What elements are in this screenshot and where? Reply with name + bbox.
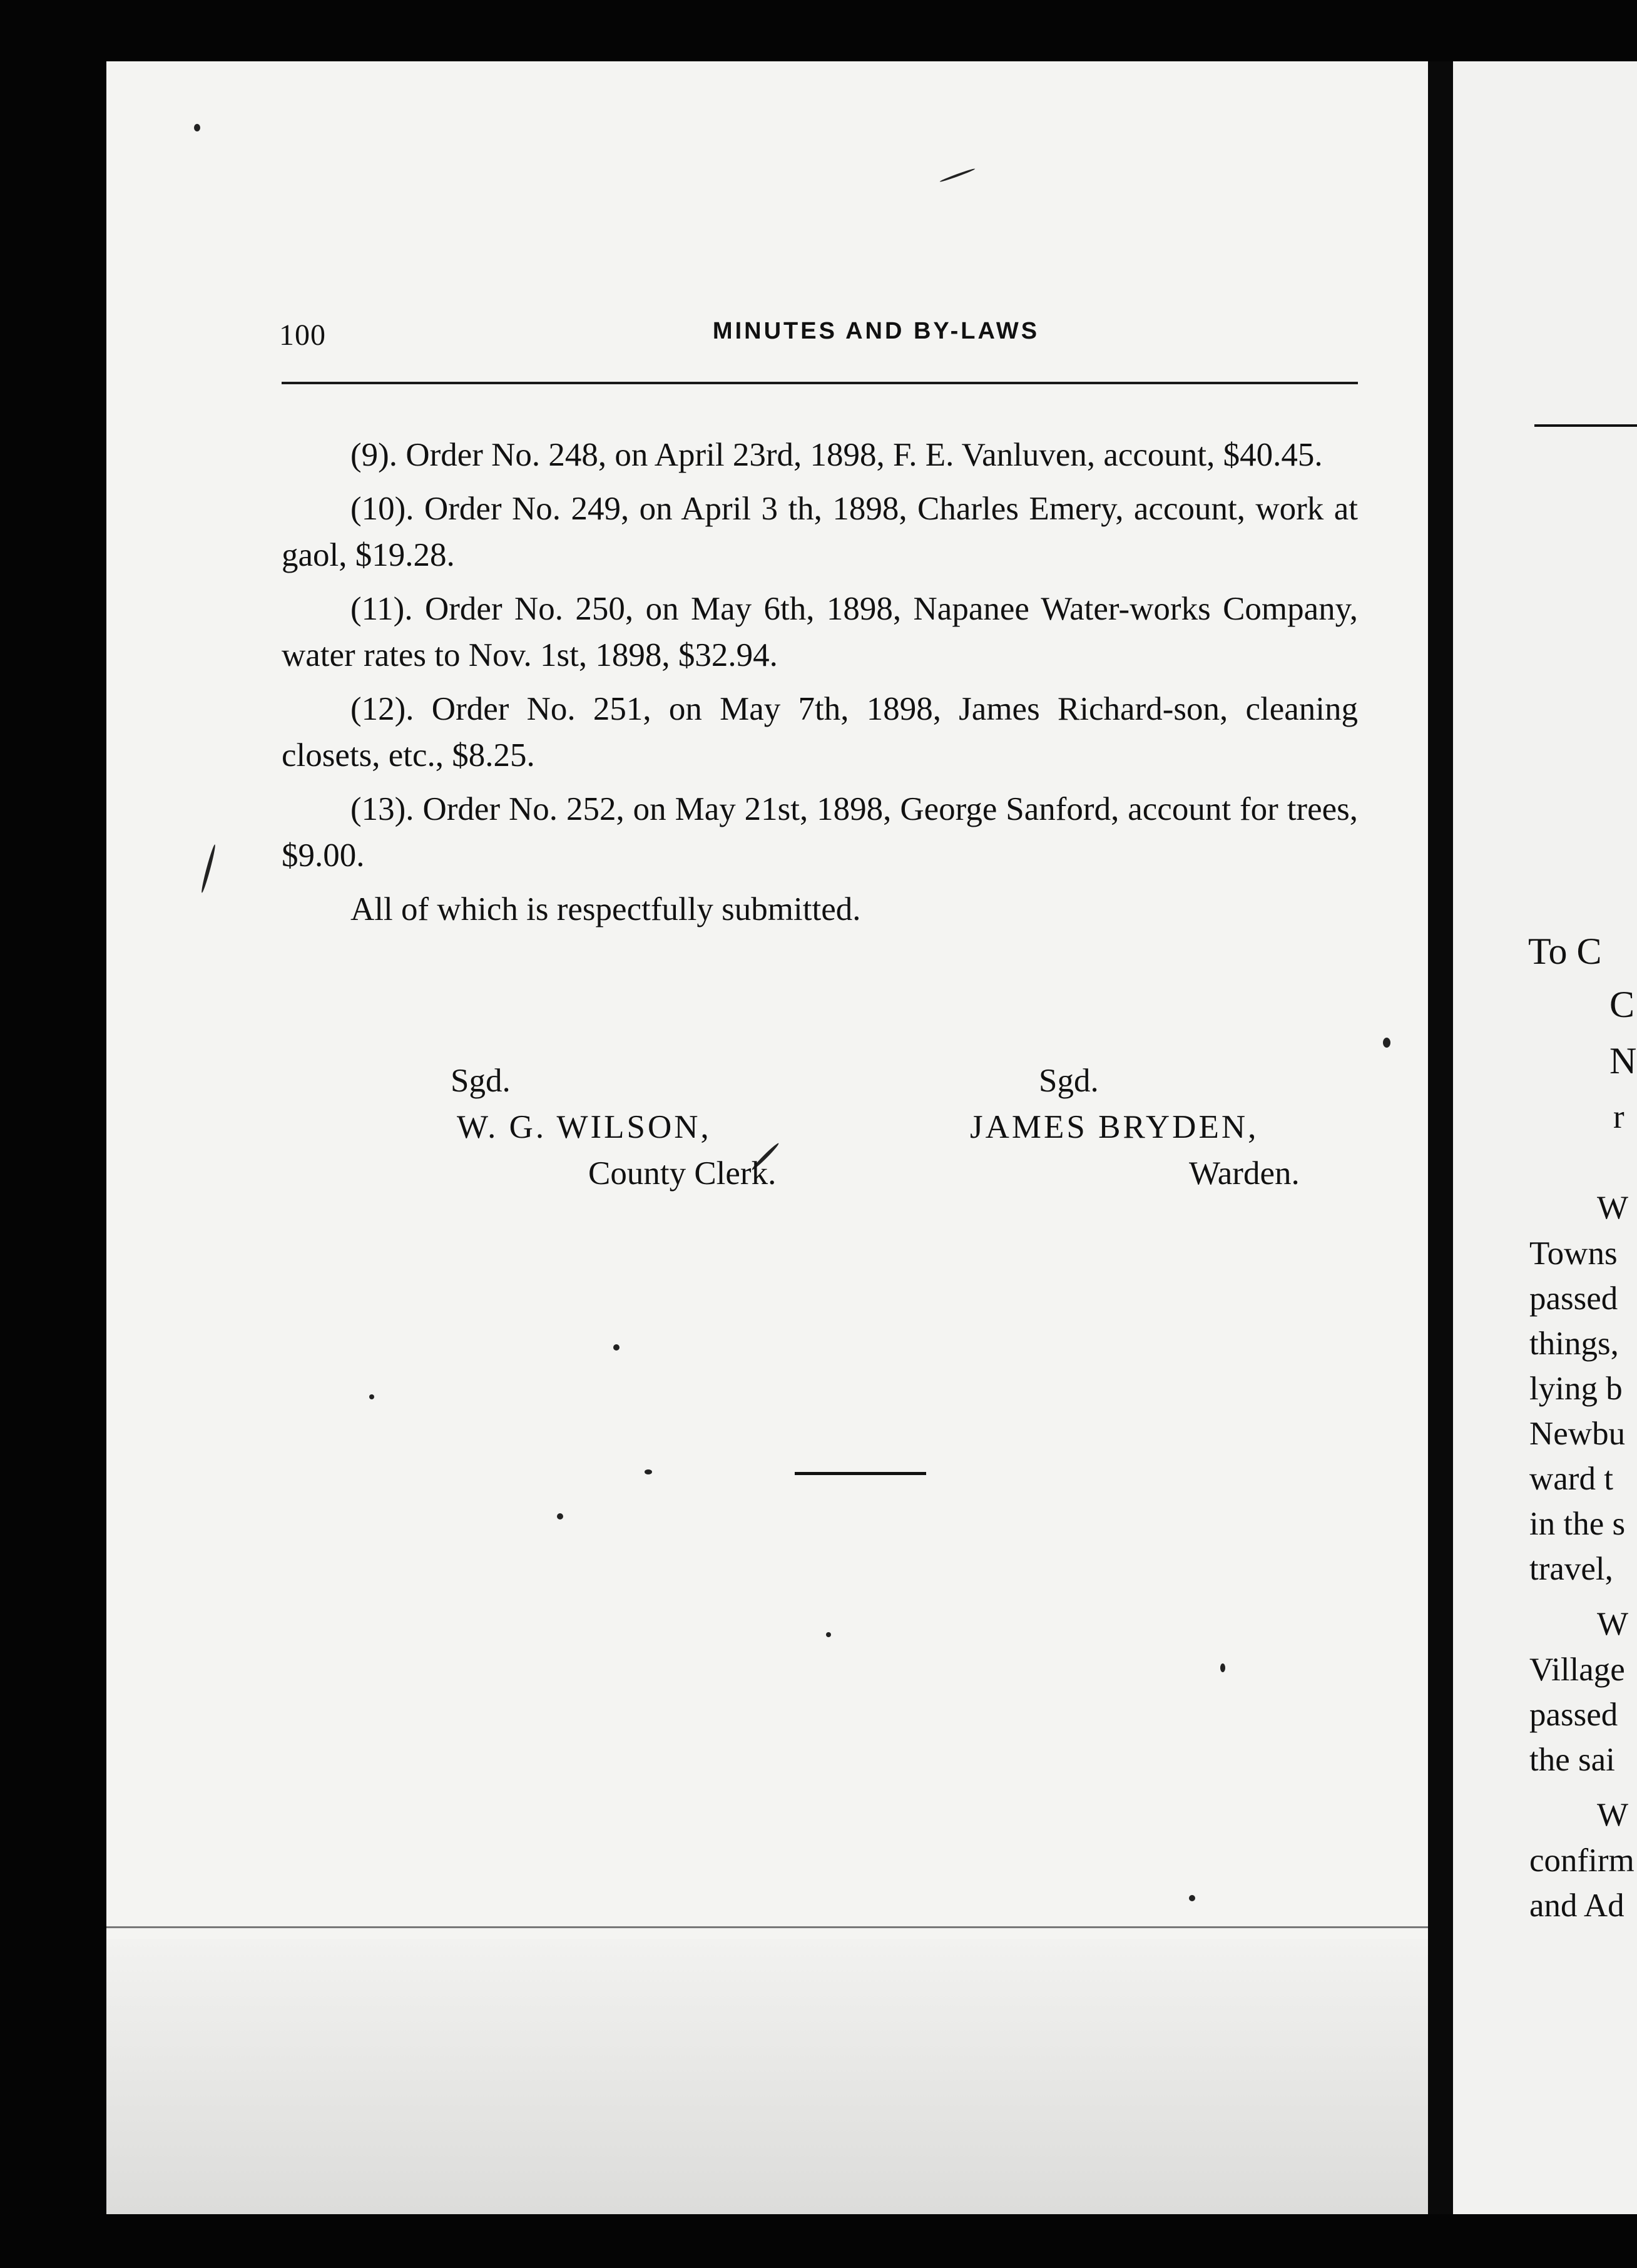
right-fragment: passed — [1529, 1280, 1618, 1317]
right-fragment: Village — [1529, 1652, 1625, 1688]
right-fragment: passed — [1529, 1697, 1618, 1733]
right-fragment: travel, — [1529, 1551, 1613, 1587]
right-fragment: and Ad — [1529, 1887, 1624, 1924]
order-text: Order No. 248, on April 23rd, 1898, F. E. Vanluven, account, $40.45. — [405, 437, 1323, 473]
closing-statement: All of which is respectfully submitted. — [350, 891, 861, 927]
right-fragment: in the s — [1529, 1506, 1626, 1542]
order-number: (13). — [350, 791, 414, 827]
order-item — [282, 486, 1358, 578]
right-fragment: C — [1609, 984, 1635, 1025]
right-fragment: Towns — [1529, 1235, 1618, 1272]
right-fragment: things, — [1529, 1326, 1619, 1362]
right-fragment: lying b — [1529, 1371, 1623, 1407]
section-end-rule — [795, 1472, 926, 1475]
order-number: (12). — [350, 691, 414, 727]
page-bottom-shading — [106, 1939, 1428, 2214]
order-number: (11). — [350, 591, 413, 627]
right-fragment: ward t — [1529, 1461, 1613, 1497]
right-fragment: the sai — [1529, 1742, 1615, 1778]
clerk-title: County Clerk. — [588, 1155, 777, 1192]
right-page — [1453, 61, 1637, 2214]
right-sgd-label: Sgd. — [1039, 1063, 1099, 1099]
book-gutter — [1428, 61, 1453, 2214]
warden-title: Warden. — [1189, 1155, 1300, 1192]
order-item — [282, 432, 1358, 478]
order-item — [282, 586, 1358, 678]
order-number: (9). — [350, 437, 398, 473]
order-number: (10). — [350, 491, 414, 527]
orders-list — [282, 432, 1358, 932]
right-fragment: Newbu — [1529, 1416, 1626, 1452]
right-header-rule — [1534, 424, 1637, 427]
clerk-name: W. G. WILSON, — [457, 1109, 711, 1145]
order-text: Order No. 249, on April 3 th, 1898, Charles Emery, account, work at gaol, $19.28. — [282, 491, 1358, 573]
right-fragment: N — [1609, 1040, 1637, 1081]
header-rule — [282, 382, 1358, 384]
page-number: 100 — [279, 319, 326, 352]
order-item — [282, 686, 1358, 779]
left-sgd-label: Sgd. — [451, 1063, 511, 1099]
warden-name: JAMES BRYDEN, — [970, 1109, 1259, 1145]
order-item — [282, 786, 1358, 879]
right-fragment: confirm — [1529, 1842, 1634, 1879]
right-fragment: r — [1613, 1099, 1624, 1135]
right-fragment: To C — [1528, 931, 1602, 972]
right-fragment: W — [1597, 1797, 1629, 1833]
order-text: Order No. 252, on May 21st, 1898, George Sanford, account for trees, $9.00. — [282, 791, 1358, 874]
right-fragment: W — [1597, 1606, 1629, 1642]
signature-block — [282, 1058, 1358, 1208]
order-text: Order No. 251, on May 7th, 1898, James Richard-son, cleaning closets, etc., $8.25. — [282, 691, 1358, 774]
running-head: MINUTES AND BY-LAWS — [712, 318, 1040, 344]
right-fragment: W — [1597, 1190, 1629, 1226]
order-text: Order No. 250, on May 6th, 1898, Napanee Water-works Company, water rates to Nov. 1st, 1898, $32.94. — [282, 591, 1358, 673]
